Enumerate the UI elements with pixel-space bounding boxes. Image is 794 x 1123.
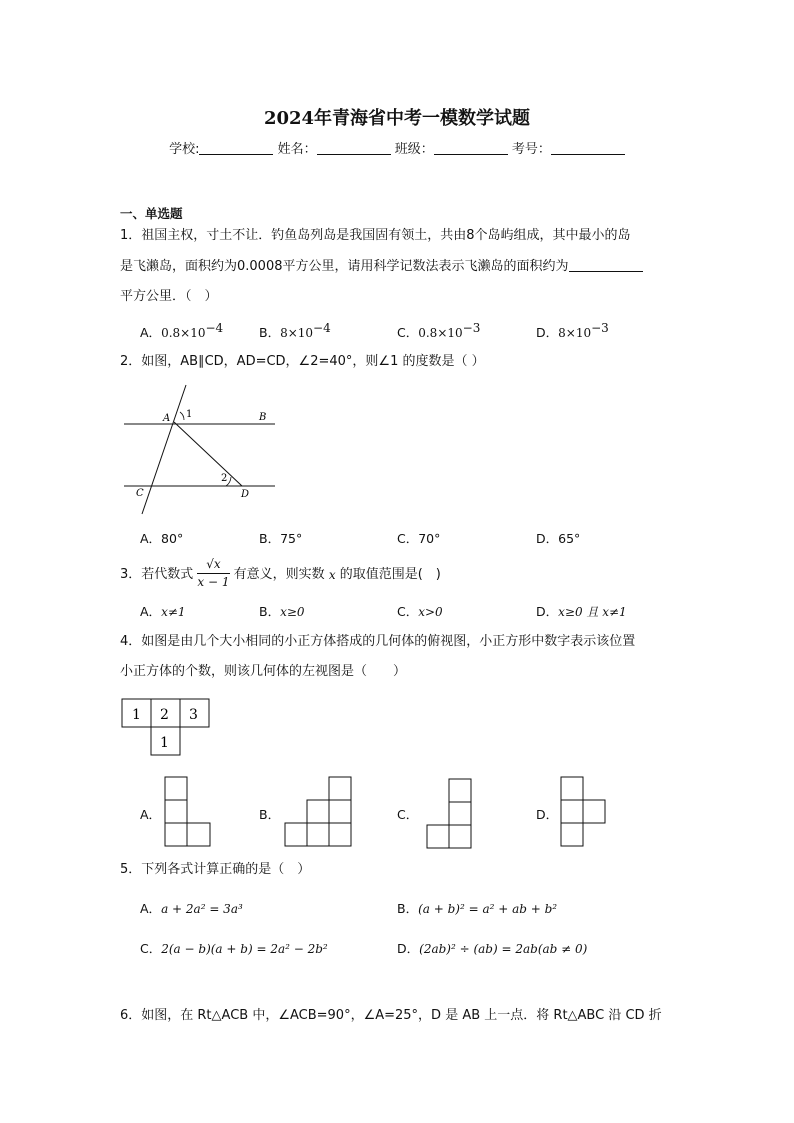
point-b-label: B bbox=[259, 412, 267, 423]
q4-option-d-figure[interactable] bbox=[560, 776, 610, 850]
q3-numerator: √x bbox=[197, 555, 229, 574]
option-expr: x>0 bbox=[418, 605, 443, 619]
q3-option-a[interactable] bbox=[140, 602, 186, 620]
school-blank bbox=[199, 142, 273, 155]
q3-option-c[interactable] bbox=[397, 602, 443, 620]
name-label: 姓名： bbox=[277, 142, 317, 157]
option-label: B． bbox=[259, 604, 281, 619]
page-title: 2024年青海省中考一模数学试题 bbox=[263, 108, 531, 129]
q2-option-a[interactable]: A．80° bbox=[140, 531, 184, 546]
q3-option-d[interactable] bbox=[536, 602, 627, 620]
option-expr: (2ab)² ÷ (ab) = 2ab(ab ≠ 0) bbox=[419, 942, 588, 956]
q4-line2: 小正方体的个数，则该几何体的左视图是（ ） bbox=[120, 664, 407, 679]
q1-answer-blank bbox=[569, 258, 643, 272]
option-expr: 8×10 bbox=[280, 326, 314, 340]
q3-variable: x bbox=[328, 568, 336, 582]
name-blank bbox=[317, 142, 391, 155]
transversal-line bbox=[142, 385, 186, 514]
q1-option-a[interactable] bbox=[140, 321, 223, 341]
option-label: D． bbox=[536, 604, 559, 619]
class-label: 班级： bbox=[394, 142, 434, 157]
exam-no-blank bbox=[551, 142, 625, 155]
q4-option-b-figure[interactable] bbox=[284, 776, 354, 850]
option-expr: (a + b)² = a² + ab + b² bbox=[418, 902, 558, 916]
option-label: C． bbox=[397, 604, 419, 619]
q1-option-d[interactable] bbox=[536, 321, 609, 341]
q5-option-a[interactable] bbox=[140, 899, 243, 917]
q3-suffix2: 的取值范围是( ) bbox=[339, 567, 441, 582]
q2-option-b[interactable]: B．75° bbox=[259, 531, 303, 546]
q4-option-a-label[interactable]: A． bbox=[140, 807, 162, 822]
q4-option-d-label[interactable]: D． bbox=[536, 807, 559, 822]
section-heading: 一、单选题 bbox=[120, 206, 183, 221]
q2-option-d[interactable]: D．65° bbox=[536, 531, 581, 546]
q4-option-c-label[interactable]: C． bbox=[397, 807, 419, 822]
q3-denominator: x − 1 bbox=[197, 575, 230, 589]
option-exp: −3 bbox=[591, 321, 609, 335]
exam-no-label: 考号： bbox=[511, 142, 551, 157]
option-expr: x≠1 bbox=[161, 605, 186, 619]
q3-fraction bbox=[197, 555, 229, 590]
angle-1-label: 1 bbox=[186, 409, 193, 420]
option-label: C． bbox=[397, 325, 419, 340]
q3-option-b[interactable] bbox=[259, 602, 305, 620]
q4-top-view-grid bbox=[120, 697, 212, 759]
class-blank bbox=[434, 142, 508, 155]
school-label: 学校: bbox=[169, 142, 200, 157]
q1-line2-text: 是飞濑岛，面积约为0.0008平方公里，请用科学记数法表示飞濑岛的面积约为 bbox=[120, 259, 569, 274]
option-expr: x≥0 且 x≠1 bbox=[558, 605, 627, 619]
option-label: B． bbox=[397, 901, 419, 916]
option-expr: 2(a − b)(a + b) = 2a² − 2b² bbox=[161, 942, 328, 956]
q6-text: 6．如图，在 Rt△ACB 中，∠ACB=90°，∠A=25°，D 是 AB 上一点．将 Rt△ABC 沿 CD 折 bbox=[120, 1008, 662, 1023]
q2-text: 2．如图，AB∥CD，AD=CD，∠2=40°，则∠1 的度数是（ ） bbox=[120, 354, 485, 369]
segment-ad bbox=[174, 422, 242, 486]
cell-count: 3 bbox=[189, 707, 198, 723]
angle-2-label: 2 bbox=[221, 473, 228, 484]
angle-1-arc bbox=[180, 412, 184, 420]
cell-count: 1 bbox=[160, 735, 169, 751]
option-expr: 8×10 bbox=[558, 326, 592, 340]
option-expr: 0.8×10 bbox=[418, 326, 463, 340]
option-label: A． bbox=[140, 604, 162, 619]
q1-line3: 平方公里．（ ） bbox=[120, 289, 218, 304]
student-info-line bbox=[0, 138, 794, 157]
q1-line2 bbox=[120, 257, 643, 277]
option-expr: 0.8×10 bbox=[161, 326, 206, 340]
q4-option-a-figure[interactable] bbox=[164, 776, 214, 850]
point-d-label: D bbox=[241, 489, 250, 500]
option-label: C． bbox=[140, 941, 162, 956]
q1-option-b[interactable] bbox=[259, 321, 331, 341]
q2-option-c[interactable]: C．70° bbox=[397, 531, 441, 546]
option-exp: −3 bbox=[462, 321, 481, 335]
option-exp: −4 bbox=[205, 321, 224, 335]
q3-text bbox=[120, 555, 441, 595]
point-a-label: A bbox=[163, 413, 171, 424]
q3-suffix: 有意义，则实数 bbox=[233, 567, 325, 582]
cell-count: 2 bbox=[160, 707, 169, 723]
q4-line1: 4．如图是由几个大小相同的小正方体搭成的几何体的俯视图，小正方形中数字表示该位置 bbox=[120, 634, 636, 649]
option-label: B． bbox=[259, 325, 281, 340]
option-exp: −4 bbox=[313, 321, 331, 335]
option-expr: x≥0 bbox=[280, 605, 305, 619]
point-c-label: C bbox=[136, 488, 144, 499]
q1-option-c[interactable] bbox=[397, 321, 480, 341]
option-label: A． bbox=[140, 325, 162, 340]
option-label: D． bbox=[397, 941, 420, 956]
q5-text: 5．下列各式计算正确的是（ ） bbox=[120, 862, 311, 877]
q3-prefix: 3．若代数式 bbox=[120, 567, 194, 582]
q5-option-b[interactable] bbox=[397, 899, 557, 917]
option-expr: a + 2a² = 3a³ bbox=[161, 902, 243, 916]
q5-option-d[interactable] bbox=[397, 939, 587, 957]
q2-parallel-lines-figure bbox=[118, 382, 283, 517]
q1-line1: 1．祖国主权，寸土不让．钓鱼岛列岛是我国固有领土，共由8个岛屿组成，其中最小的岛 bbox=[120, 228, 631, 243]
q5-option-c[interactable] bbox=[140, 939, 328, 957]
cell-count: 1 bbox=[132, 707, 141, 723]
option-label: D． bbox=[536, 325, 559, 340]
q4-option-b-label[interactable]: B． bbox=[259, 807, 281, 822]
q4-option-c-figure[interactable] bbox=[426, 778, 476, 852]
option-label: A． bbox=[140, 901, 162, 916]
